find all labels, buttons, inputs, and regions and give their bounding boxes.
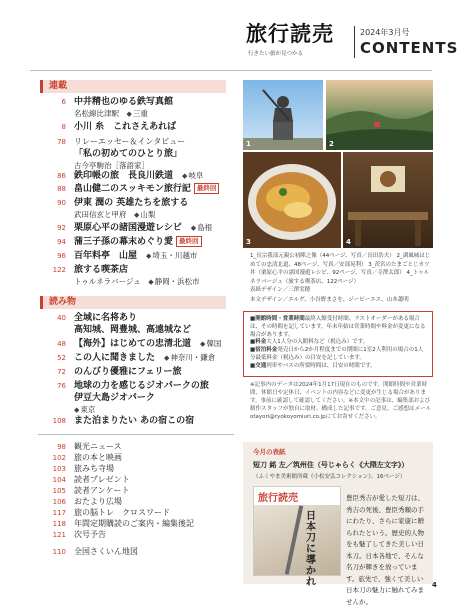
toc-title: リレーエッセー＆インタビュー bbox=[74, 137, 186, 146]
toc-title: のんびり優雅にフェリー旅 bbox=[74, 367, 182, 377]
toc-title: 旅の脳トレ クロスワード bbox=[74, 508, 170, 517]
toc-title: 地球の力を感じるジオパークの旅 bbox=[74, 381, 209, 391]
toc-page: 122 bbox=[52, 266, 66, 274]
toc-title: この人に聞きました ◆神奈川・鎌倉 bbox=[74, 353, 216, 363]
toc-page: 8 bbox=[61, 123, 66, 131]
cover-title: 短刀 銘 左／筑州住（号じゃらく《大隈左文字》） bbox=[253, 461, 409, 469]
page-number: 4 bbox=[432, 581, 437, 589]
toc-page: 76 bbox=[57, 382, 66, 390]
toc-subtitle: 名松線比津駅 ◆三重 bbox=[74, 109, 148, 118]
location-pin-icon: ◆ bbox=[134, 211, 140, 219]
toc-page: 106 bbox=[52, 498, 66, 506]
location-pin-icon: ◆ bbox=[146, 252, 152, 260]
header-divider bbox=[354, 26, 355, 58]
toc-title: 畠山健二のスッキモン旅行記 最終回 bbox=[74, 183, 274, 195]
header-rule bbox=[30, 70, 432, 71]
toc-page: 88 bbox=[57, 185, 66, 193]
location-pin-icon: ◆ bbox=[190, 224, 197, 232]
section-divider bbox=[38, 434, 234, 435]
location-pin-icon: ◆ bbox=[200, 340, 206, 348]
cover-heading: 今月の表紙 bbox=[253, 448, 286, 456]
info-item: ■交通列車やバスの所要時間は、目安の時間です。 bbox=[250, 362, 376, 369]
body-design-credit: 本文デザイン／エルグ、小谷野まさを、ジーピーエス、山本蕭明 bbox=[250, 297, 409, 303]
toc-page: 105 bbox=[52, 487, 66, 495]
toc-page: 90 bbox=[57, 199, 66, 207]
location-pin-icon: ◆ bbox=[164, 354, 170, 362]
toc-page: 6 bbox=[61, 98, 66, 106]
toc-title: 栗原心平の諸国漫遊レシピ ◆島根 bbox=[74, 223, 213, 233]
final-episode-badge: 最終回 bbox=[194, 183, 220, 194]
toc-page: 98 bbox=[57, 443, 66, 451]
photo-number: 4 bbox=[346, 238, 351, 246]
toc-page: 72 bbox=[57, 368, 66, 376]
toc-title: 旅の本と映画 bbox=[74, 453, 122, 462]
masthead-block bbox=[246, 21, 458, 64]
toc-subtitle: 古今亭駒治［落語家］ bbox=[74, 161, 149, 170]
photo-katsudon bbox=[243, 152, 341, 248]
toc-page: 86 bbox=[57, 172, 66, 180]
photo-statue bbox=[243, 80, 323, 150]
toc-title: 中井精也のゆる鉄写真館 bbox=[74, 97, 174, 107]
toc-title: 次号予告 bbox=[74, 530, 106, 539]
section-features-header: 読み物 bbox=[40, 296, 226, 309]
info-item: ■料金大人1人分の入館料など（税込み）です。 bbox=[250, 339, 369, 346]
photo-caption: 1_長宗我部元親公初陣之像（44ページ、写真／長田浩夫） 2_湖風城はじめての忠清北道、48ページ、写真／安部晃利） 3_茨宮のたまごとじカツ丼（栗原心平の諸国漫遊レシピ、92ページ、写真／寺澤太郎） 4_トゥルネラバージュ（旅する喫茶店、122ページ） bbox=[250, 253, 431, 285]
toc-page: 78 bbox=[57, 138, 66, 146]
location-pin-icon: ◆ bbox=[148, 278, 154, 286]
toc-title: 読者アンケート bbox=[74, 486, 130, 495]
cover-mag-title: 旅行読売 bbox=[258, 493, 298, 504]
toc-page: 94 bbox=[57, 238, 66, 246]
toc-title: 全国さくいん地図 bbox=[74, 547, 138, 556]
toc-page: 118 bbox=[52, 520, 66, 528]
toc-title: 全域に名将あり bbox=[74, 313, 138, 323]
photo-number: 2 bbox=[329, 140, 334, 148]
toc-title: 観光ニュース bbox=[74, 442, 122, 451]
toc-title: 【海外】はじめての忠清北道 ◆韓国 bbox=[74, 339, 222, 349]
toc-title: 年間定期購読のご案内・編集後記 bbox=[74, 519, 194, 528]
cover-subtitle: （ふくやま美術館所蔵《小松安弘コレクション》、16ページ） bbox=[253, 474, 406, 480]
toc-title: 百年料亭 山屋 ◆埼玉・川越市 bbox=[74, 251, 198, 261]
toc-page: 117 bbox=[52, 509, 66, 517]
final-episode-badge: 最終回 bbox=[176, 236, 202, 247]
cover-headline: 日本刀に導かれ bbox=[306, 511, 316, 588]
toc-title: 旅みち寺場 bbox=[74, 464, 114, 473]
cover-design-credit: 表紙デザイン／三澤実穂 bbox=[250, 287, 311, 293]
toc-page: 108 bbox=[52, 417, 66, 425]
toc-subtitle: トゥルネラバージュ ◆静岡・浜松市 bbox=[74, 277, 200, 286]
cover-description: 豊臣秀吉が愛した短刀は、秀吉の死後、豊臣秀頼の手にわたり、さらに家康に贈られたという。歴史的人物をも魅了してきた美しい日本刀。日本各地で、そんな名刀が輝きを放っています。旅先で、強くて美しい日本刀の魅力に触れてみませんか。 bbox=[346, 494, 424, 606]
location-pin-icon: ◆ bbox=[126, 110, 132, 118]
toc-page: 92 bbox=[57, 224, 66, 232]
issue-date: 2024年3月号 bbox=[360, 28, 410, 37]
section-serial-header: 連載 bbox=[40, 80, 226, 93]
toc-subtitle: 武田信玄と甲府 ◆山梨 bbox=[74, 210, 156, 219]
toc-title-line2: 高知城、岡豊城、高遠城など bbox=[74, 325, 192, 335]
toc-title: 伊東 潤の 英雄たちを旅する bbox=[74, 198, 189, 208]
toc-title: 鉄印帳の旅 長良川鉄道 ◆岐阜 bbox=[74, 171, 204, 181]
toc-page: 110 bbox=[52, 548, 66, 556]
magazine-tagline: 行きたい旅が見つかる bbox=[248, 51, 304, 57]
magazine-title: 旅行読売 bbox=[246, 21, 334, 46]
toc-subtitle: ◆東京 bbox=[74, 405, 96, 414]
toc-title: 旅する喫茶店 bbox=[74, 265, 129, 275]
toc-page: 96 bbox=[57, 252, 66, 260]
toc-page: 48 bbox=[57, 340, 66, 348]
info-item: ■開館時間・営業時間最終入館受付時間、ラストオーダーがある場合は、その時間を記しています。年末年始は営業時間や料金が変更になる場合があります。 bbox=[250, 316, 426, 338]
toc-page: 104 bbox=[52, 476, 66, 484]
toc-title-line2: 伊豆大島ジオパーク bbox=[74, 393, 155, 403]
toc-page: 121 bbox=[52, 531, 66, 539]
photo-number: 1 bbox=[246, 140, 251, 148]
location-pin-icon: ◆ bbox=[74, 406, 80, 414]
toc-page: 102 bbox=[52, 454, 66, 462]
toc-title-line2: 「私の初めてのひとり旅」 bbox=[74, 149, 183, 159]
toc-title: 読者プレゼント bbox=[74, 475, 130, 484]
toc-page: 103 bbox=[52, 465, 66, 473]
toc-title: 小川 糸 これさえあれば bbox=[74, 122, 177, 132]
toc-page: 52 bbox=[57, 354, 66, 362]
contents-heading: CONTENTS bbox=[360, 39, 458, 57]
info-item: ■宿泊料金発売日から2か月程度までの期間に1室2人利用の場合の1人分最低料金（税込み）の目安を記しています。 bbox=[250, 347, 424, 361]
location-pin-icon: ◆ bbox=[182, 172, 188, 180]
photo-number: 3 bbox=[246, 238, 251, 246]
toc-title: おたより広場 bbox=[74, 497, 122, 506]
photo-cafe-interior bbox=[343, 152, 433, 248]
toc-title: 蒲三子孫の幕末めぐり愛 最終回 bbox=[74, 236, 274, 248]
toc-title: また泊まりたい あの宿この宿 bbox=[74, 416, 195, 426]
info-notice-box bbox=[243, 311, 433, 377]
photo-mountain-view bbox=[326, 80, 433, 150]
toc-page: 40 bbox=[57, 314, 66, 322]
cover-thumbnail[interactable] bbox=[253, 486, 341, 588]
footnote: ※記事内のデータは2024年1月17日現在のものです。開館時間や営業時間、休館日や定休日、イベントの内容などに変更が生じる場合があります。事前に確認して確認してください。※本文中の記事は、編集部および制作スタッフが独自に取材、構成した記事です。ご意見、ご感想はメールotayori@ryokoyomiuri.co.jpにてお寄せください。 bbox=[250, 382, 431, 420]
